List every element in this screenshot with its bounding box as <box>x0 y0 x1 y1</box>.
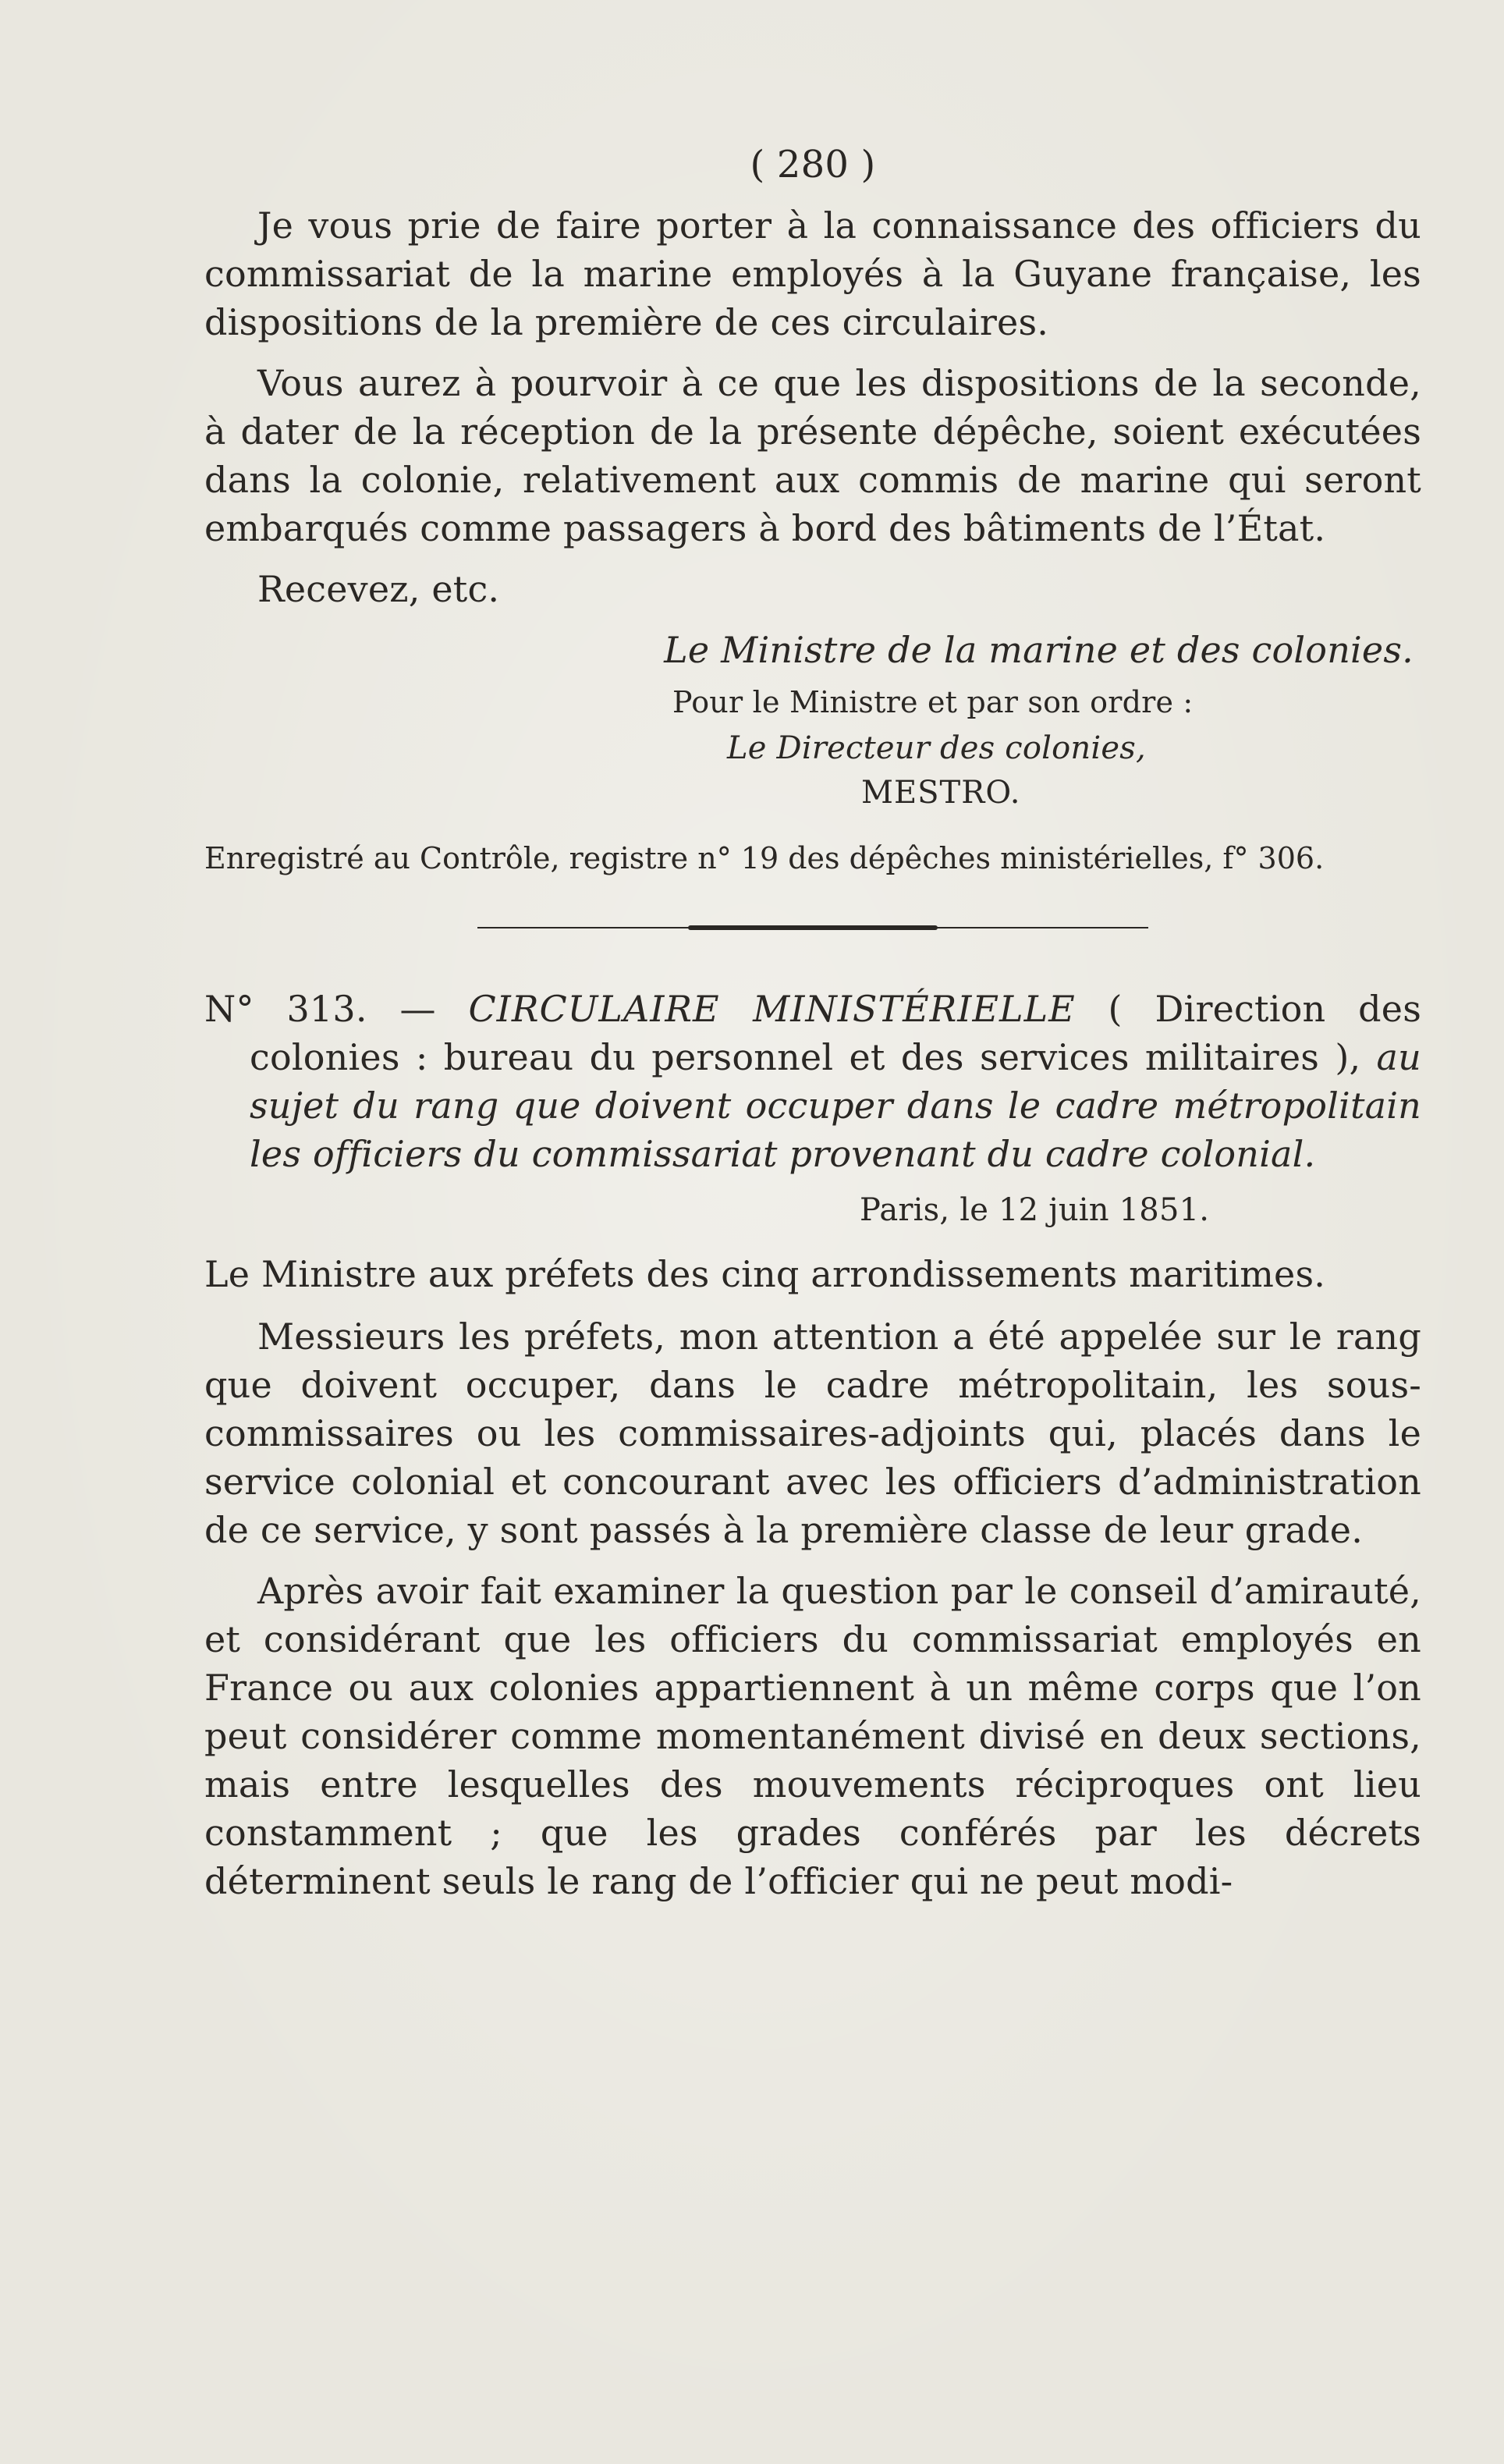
page-content <box>204 140 1421 1905</box>
paragraph-attention: Messieurs les préfets, mon attention a été appelée sur le rang que doivent occuper, dans le cadre métropolitain, les sous-commissaires ou les commissaires-adjoints qui, placés dans le service colonial et concourant avec les officiers d’administration de ce service, y sont passés à la première classe de leur grade. <box>204 1315 1421 1551</box>
circular-date: Paris, le 12 juin 1851. <box>860 1192 1210 1228</box>
paragraph-second-circular: Vous aurez à pourvoir à ce que les dispositions de la seconde, à dater de la réception de la présente dépêche, soient exécutées dans la colonie, relativement aux commis de marine qui seront embarqués comme passagers à bord des bâtiments de l’État. <box>204 362 1421 549</box>
signature-director: Le Directeur des colonies, <box>727 730 1146 766</box>
signature-minister-title: Le Ministre de la marine et des colonies. <box>664 629 1414 671</box>
paragraph-examination: Après avoir fait examiner la question par le conseil d’amirauté, et considérant que les officiers du commissariat employés en France ou aux colonies appartiennent à un même corps que l’on peut considérer comme momentanément divisé en deux sections, mais entre lesquelles des mouvements réciproques ont lieu constamment ; que les grades conférés par les décrets déterminent seuls le rang de l’officier qui ne peut modi- <box>204 1570 1421 1902</box>
paragraph-closing: Recevez, etc. <box>257 568 500 610</box>
circular-subject: au sujet du rang que doivent occuper dans le cadre métropolitain les officiers du commissariat provenant du cadre colonial. <box>250 1036 1421 1175</box>
circular-heading <box>204 985 1421 1178</box>
paragraph-officers-notice: Je vous prie de faire porter à la connaissance des officiers du commissariat de la marine employés à la Guyane française, les dispositions de la première de ces circulaires. <box>204 204 1421 343</box>
circular-number: N° 313. — <box>204 988 469 1030</box>
circular-title: CIRCULAIRE MINISTÉRIELLE <box>468 988 1076 1030</box>
section-divider <box>477 925 1148 930</box>
circular-direction: ( Direction des colonies : bureau du personnel et des services militaires ), <box>250 988 1422 1078</box>
circular-addressee: Le Ministre aux préfets des cinq arrondissements maritimes. <box>204 1253 1326 1295</box>
signature-block <box>204 626 1421 815</box>
page-number: ( 280 ) <box>750 143 876 186</box>
registration-note: Enregistré au Contrôle, registre n° 19 des dépêches ministérielles, f° 306. <box>204 841 1325 875</box>
signature-name: MESTRO. <box>861 775 1021 811</box>
signature-order-line: Pour le Ministre et par son ordre : <box>672 685 1194 719</box>
